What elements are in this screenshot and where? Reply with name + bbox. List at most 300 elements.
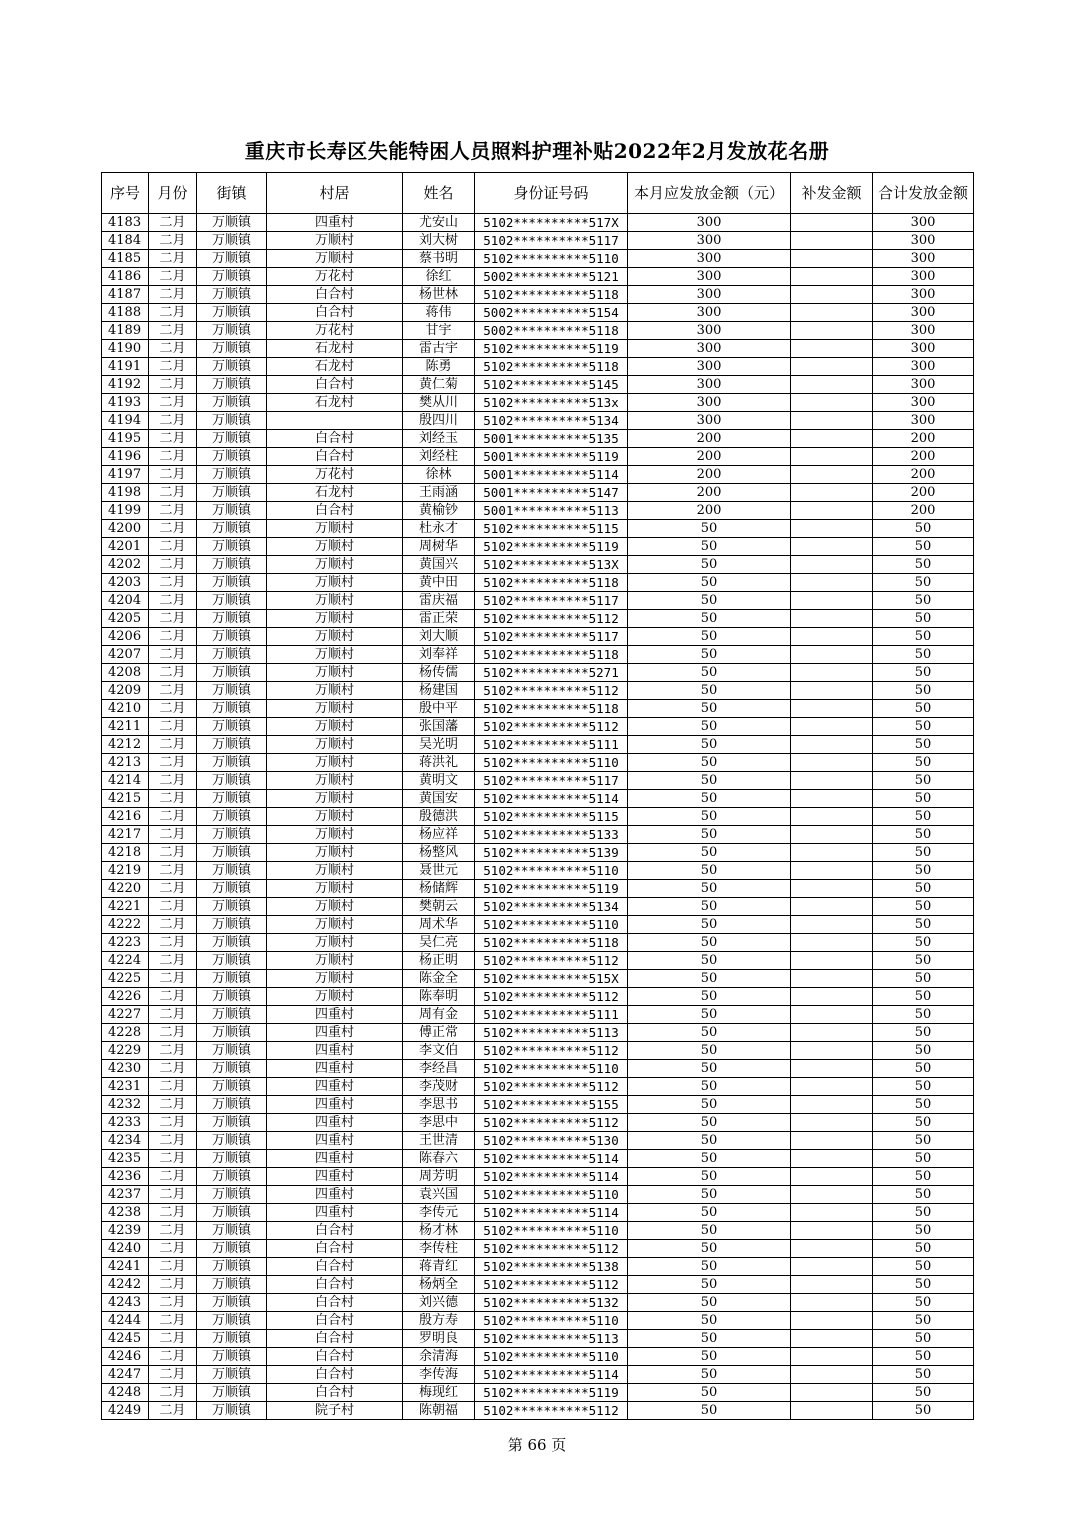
cell-monthly: 50: [628, 1276, 791, 1294]
cell-total: 50: [873, 736, 974, 754]
cell-name: 杨储辉: [403, 880, 475, 898]
cell-seq: 4202: [102, 556, 149, 574]
cell-month: 二月: [149, 1402, 197, 1420]
cell-supplement: [791, 1114, 873, 1132]
cell-name: 徐林: [403, 466, 475, 484]
cell-supplement: [791, 268, 873, 286]
cell-name: 黄国兴: [403, 556, 475, 574]
cell-seq: 4208: [102, 664, 149, 682]
cell-supplement: [791, 700, 873, 718]
cell-id: 5102**********5117: [475, 772, 628, 790]
cell-seq: 4210: [102, 700, 149, 718]
cell-name: 张国藩: [403, 718, 475, 736]
cell-name: 余清海: [403, 1348, 475, 1366]
cell-town: 万顺镇: [197, 1312, 267, 1330]
table-row: [102, 376, 974, 394]
cell-id: 5102**********5132: [475, 1294, 628, 1312]
cell-total: 50: [873, 646, 974, 664]
cell-village: 万顺村: [267, 808, 403, 826]
cell-village: 白合村: [267, 376, 403, 394]
cell-village: 白合村: [267, 1222, 403, 1240]
cell-seq: 4241: [102, 1258, 149, 1276]
cell-month: 二月: [149, 988, 197, 1006]
cell-monthly: 200: [628, 502, 791, 520]
cell-supplement: [791, 520, 873, 538]
cell-month: 二月: [149, 592, 197, 610]
cell-town: 万顺镇: [197, 448, 267, 466]
cell-total: 50: [873, 1060, 974, 1078]
cell-seq: 4228: [102, 1024, 149, 1042]
cell-town: 万顺镇: [197, 358, 267, 376]
cell-monthly: 300: [628, 376, 791, 394]
table-row: [102, 1312, 974, 1330]
cell-monthly: 50: [628, 1222, 791, 1240]
cell-total: 50: [873, 808, 974, 826]
cell-id: 5102**********5118: [475, 358, 628, 376]
cell-total: 50: [873, 1402, 974, 1420]
cell-month: 二月: [149, 574, 197, 592]
cell-town: 万顺镇: [197, 1258, 267, 1276]
cell-town: 万顺镇: [197, 430, 267, 448]
cell-village: 白合村: [267, 430, 403, 448]
cell-seq: 4189: [102, 322, 149, 340]
cell-id: 5102**********5113: [475, 1330, 628, 1348]
cell-month: 二月: [149, 718, 197, 736]
cell-name: 殷德洪: [403, 808, 475, 826]
cell-village: 白合村: [267, 1312, 403, 1330]
cell-monthly: 300: [628, 232, 791, 250]
cell-town: 万顺镇: [197, 538, 267, 556]
table-row: [102, 574, 974, 592]
cell-monthly: 50: [628, 1096, 791, 1114]
table-row: [102, 1330, 974, 1348]
cell-seq: 4203: [102, 574, 149, 592]
table-row: [102, 322, 974, 340]
cell-village: 四重村: [267, 1096, 403, 1114]
cell-total: 50: [873, 1042, 974, 1060]
cell-total: 50: [873, 1150, 974, 1168]
cell-id: 5102**********5130: [475, 1132, 628, 1150]
cell-supplement: [791, 970, 873, 988]
cell-village: 白合村: [267, 1366, 403, 1384]
cell-month: 二月: [149, 610, 197, 628]
cell-seq: 4193: [102, 394, 149, 412]
cell-name: 李茂财: [403, 1078, 475, 1096]
table-row: [102, 1384, 974, 1402]
cell-id: 5001**********5147: [475, 484, 628, 502]
cell-town: 万顺镇: [197, 1384, 267, 1402]
cell-seq: 4226: [102, 988, 149, 1006]
cell-name: 陈奉明: [403, 988, 475, 1006]
cell-month: 二月: [149, 934, 197, 952]
cell-seq: 4197: [102, 466, 149, 484]
cell-supplement: [791, 1366, 873, 1384]
cell-supplement: [791, 358, 873, 376]
cell-seq: 4207: [102, 646, 149, 664]
cell-monthly: 50: [628, 862, 791, 880]
cell-name: 王雨涵: [403, 484, 475, 502]
cell-name: 李传元: [403, 1204, 475, 1222]
cell-village: 四重村: [267, 1204, 403, 1222]
table-row: [102, 1294, 974, 1312]
cell-month: 二月: [149, 286, 197, 304]
cell-id: 5102**********5145: [475, 376, 628, 394]
cell-supplement: [791, 1240, 873, 1258]
cell-name: 刘经玉: [403, 430, 475, 448]
cell-town: 万顺镇: [197, 880, 267, 898]
cell-village: 万顺村: [267, 538, 403, 556]
cell-monthly: 50: [628, 1366, 791, 1384]
cell-total: 50: [873, 520, 974, 538]
cell-name: 雷古宇: [403, 340, 475, 358]
cell-village: 四重村: [267, 1186, 403, 1204]
cell-town: 万顺镇: [197, 412, 267, 430]
cell-id: 5102**********5110: [475, 1186, 628, 1204]
cell-id: 5102**********5114: [475, 790, 628, 808]
table-row: [102, 394, 974, 412]
header-total-amount: 合计发放金额: [873, 173, 974, 214]
cell-month: 二月: [149, 1024, 197, 1042]
cell-village: 万顺村: [267, 574, 403, 592]
cell-month: 二月: [149, 1168, 197, 1186]
table-row: [102, 952, 974, 970]
cell-id: 5102**********5139: [475, 844, 628, 862]
cell-name: 王世清: [403, 1132, 475, 1150]
cell-town: 万顺镇: [197, 556, 267, 574]
cell-total: 300: [873, 232, 974, 250]
cell-monthly: 300: [628, 340, 791, 358]
cell-town: 万顺镇: [197, 916, 267, 934]
cell-monthly: 50: [628, 1240, 791, 1258]
table-row: [102, 520, 974, 538]
cell-seq: 4246: [102, 1348, 149, 1366]
cell-supplement: [791, 1402, 873, 1420]
table-row: [102, 1348, 974, 1366]
cell-id: 5102**********5112: [475, 1402, 628, 1420]
cell-village: 万顺村: [267, 790, 403, 808]
cell-month: 二月: [149, 430, 197, 448]
table-row: [102, 1114, 974, 1132]
cell-name: 杨建国: [403, 682, 475, 700]
cell-id: 5102**********5118: [475, 700, 628, 718]
cell-name: 周芳明: [403, 1168, 475, 1186]
cell-town: 万顺镇: [197, 898, 267, 916]
cell-month: 二月: [149, 1384, 197, 1402]
cell-village: 万顺村: [267, 718, 403, 736]
table-row: [102, 646, 974, 664]
cell-monthly: 50: [628, 772, 791, 790]
cell-monthly: 50: [628, 1078, 791, 1096]
cell-total: 50: [873, 1114, 974, 1132]
cell-town: 万顺镇: [197, 1348, 267, 1366]
cell-id: 5102**********5112: [475, 1276, 628, 1294]
cell-id: 5102**********5119: [475, 538, 628, 556]
cell-month: 二月: [149, 1150, 197, 1168]
table-row: [102, 1042, 974, 1060]
cell-seq: 4240: [102, 1240, 149, 1258]
cell-village: 万顺村: [267, 952, 403, 970]
cell-monthly: 50: [628, 952, 791, 970]
cell-total: 300: [873, 376, 974, 394]
cell-village: 四重村: [267, 1024, 403, 1042]
cell-supplement: [791, 772, 873, 790]
cell-monthly: 50: [628, 1006, 791, 1024]
cell-supplement: [791, 1132, 873, 1150]
cell-name: 甘宇: [403, 322, 475, 340]
cell-monthly: 50: [628, 592, 791, 610]
table-row: [102, 430, 974, 448]
cell-town: 万顺镇: [197, 1060, 267, 1078]
cell-total: 50: [873, 628, 974, 646]
cell-town: 万顺镇: [197, 1096, 267, 1114]
cell-town: 万顺镇: [197, 1402, 267, 1420]
cell-seq: 4190: [102, 340, 149, 358]
cell-monthly: 200: [628, 448, 791, 466]
cell-monthly: 50: [628, 646, 791, 664]
cell-monthly: 200: [628, 484, 791, 502]
cell-village: 白合村: [267, 1258, 403, 1276]
cell-village: 石龙村: [267, 358, 403, 376]
cell-village: 四重村: [267, 214, 403, 232]
cell-seq: 4216: [102, 808, 149, 826]
cell-supplement: [791, 988, 873, 1006]
cell-monthly: 50: [628, 520, 791, 538]
roster-table: [101, 172, 974, 1420]
cell-seq: 4232: [102, 1096, 149, 1114]
cell-town: 万顺镇: [197, 1186, 267, 1204]
cell-supplement: [791, 286, 873, 304]
cell-village: 白合村: [267, 448, 403, 466]
table-row: [102, 448, 974, 466]
table-row: [102, 1186, 974, 1204]
cell-name: 蒋青红: [403, 1258, 475, 1276]
cell-name: 梅现红: [403, 1384, 475, 1402]
cell-monthly: 50: [628, 988, 791, 1006]
cell-supplement: [791, 646, 873, 664]
cell-month: 二月: [149, 1096, 197, 1114]
cell-town: 万顺镇: [197, 1204, 267, 1222]
cell-monthly: 50: [628, 1042, 791, 1060]
cell-monthly: 50: [628, 1150, 791, 1168]
cell-month: 二月: [149, 376, 197, 394]
cell-supplement: [791, 1312, 873, 1330]
cell-id: 5102**********5115: [475, 520, 628, 538]
cell-seq: 4218: [102, 844, 149, 862]
cell-id: 5102**********5114: [475, 1168, 628, 1186]
cell-total: 300: [873, 358, 974, 376]
cell-name: 袁兴国: [403, 1186, 475, 1204]
cell-monthly: 50: [628, 754, 791, 772]
cell-town: 万顺镇: [197, 484, 267, 502]
cell-monthly: 50: [628, 1258, 791, 1276]
cell-town: 万顺镇: [197, 1240, 267, 1258]
cell-name: 李文伯: [403, 1042, 475, 1060]
cell-supplement: [791, 340, 873, 358]
cell-monthly: 50: [628, 538, 791, 556]
cell-name: 尤安山: [403, 214, 475, 232]
table-row: [102, 934, 974, 952]
cell-monthly: 50: [628, 1348, 791, 1366]
cell-name: 陈勇: [403, 358, 475, 376]
cell-town: 万顺镇: [197, 1366, 267, 1384]
cell-name: 雷庆福: [403, 592, 475, 610]
cell-name: 杜永才: [403, 520, 475, 538]
table-body: [102, 214, 974, 1420]
cell-monthly: 200: [628, 430, 791, 448]
cell-month: 二月: [149, 916, 197, 934]
cell-month: 二月: [149, 1060, 197, 1078]
cell-monthly: 300: [628, 412, 791, 430]
cell-town: 万顺镇: [197, 1168, 267, 1186]
table-row: [102, 844, 974, 862]
header-month: 月份: [149, 173, 197, 214]
cell-seq: 4188: [102, 304, 149, 322]
cell-total: 50: [873, 1132, 974, 1150]
cell-id: 5102**********5118: [475, 934, 628, 952]
cell-supplement: [791, 1096, 873, 1114]
cell-id: 5102**********5112: [475, 988, 628, 1006]
table-row: [102, 268, 974, 286]
cell-month: 二月: [149, 1204, 197, 1222]
cell-monthly: 50: [628, 664, 791, 682]
cell-village: 白合村: [267, 502, 403, 520]
cell-month: 二月: [149, 520, 197, 538]
cell-name: 杨整风: [403, 844, 475, 862]
cell-name: 刘大树: [403, 232, 475, 250]
cell-supplement: [791, 538, 873, 556]
cell-month: 二月: [149, 880, 197, 898]
cell-name: 李传柱: [403, 1240, 475, 1258]
cell-total: 50: [873, 988, 974, 1006]
cell-total: 200: [873, 466, 974, 484]
cell-total: 50: [873, 1294, 974, 1312]
cell-total: 50: [873, 970, 974, 988]
cell-id: 5102**********5112: [475, 952, 628, 970]
cell-total: 50: [873, 592, 974, 610]
cell-name: 杨才林: [403, 1222, 475, 1240]
cell-name: 周术华: [403, 916, 475, 934]
cell-name: 蒋伟: [403, 304, 475, 322]
cell-monthly: 50: [628, 970, 791, 988]
table-row: [102, 358, 974, 376]
cell-town: 万顺镇: [197, 466, 267, 484]
cell-seq: 4247: [102, 1366, 149, 1384]
cell-total: 50: [873, 1204, 974, 1222]
cell-name: 黄仁菊: [403, 376, 475, 394]
table-row: [102, 1078, 974, 1096]
cell-town: 万顺镇: [197, 862, 267, 880]
cell-seq: 4200: [102, 520, 149, 538]
cell-town: 万顺镇: [197, 952, 267, 970]
cell-seq: 4243: [102, 1294, 149, 1312]
cell-town: 万顺镇: [197, 610, 267, 628]
header-supplement-amount: 补发金额: [791, 173, 873, 214]
cell-supplement: [791, 934, 873, 952]
cell-seq: 4225: [102, 970, 149, 988]
cell-total: 50: [873, 844, 974, 862]
cell-name: 吴光明: [403, 736, 475, 754]
cell-village: 石龙村: [267, 340, 403, 358]
cell-month: 二月: [149, 790, 197, 808]
cell-seq: 4221: [102, 898, 149, 916]
cell-supplement: [791, 322, 873, 340]
table-row: [102, 304, 974, 322]
cell-monthly: 50: [628, 1384, 791, 1402]
cell-monthly: 300: [628, 268, 791, 286]
cell-id: 5001**********5113: [475, 502, 628, 520]
cell-total: 300: [873, 394, 974, 412]
cell-month: 二月: [149, 970, 197, 988]
cell-town: 万顺镇: [197, 520, 267, 538]
cell-seq: 4248: [102, 1384, 149, 1402]
cell-town: 万顺镇: [197, 826, 267, 844]
cell-total: 50: [873, 754, 974, 772]
cell-name: 周有金: [403, 1006, 475, 1024]
cell-month: 二月: [149, 232, 197, 250]
cell-id: 5102**********5110: [475, 1222, 628, 1240]
cell-supplement: [791, 250, 873, 268]
cell-town: 万顺镇: [197, 1114, 267, 1132]
cell-village: 石龙村: [267, 394, 403, 412]
cell-seq: 4191: [102, 358, 149, 376]
cell-id: 5102**********5271: [475, 664, 628, 682]
cell-supplement: [791, 736, 873, 754]
cell-total: 50: [873, 790, 974, 808]
cell-total: 50: [873, 1384, 974, 1402]
cell-total: 50: [873, 1366, 974, 1384]
cell-seq: 4224: [102, 952, 149, 970]
cell-id: 5102**********5119: [475, 1384, 628, 1402]
cell-supplement: [791, 1168, 873, 1186]
table-row: [102, 898, 974, 916]
cell-id: 5102**********5118: [475, 286, 628, 304]
cell-supplement: [791, 1330, 873, 1348]
table-row: [102, 664, 974, 682]
cell-monthly: 300: [628, 286, 791, 304]
cell-id: 5102**********5110: [475, 862, 628, 880]
cell-town: 万顺镇: [197, 1276, 267, 1294]
cell-seq: 4186: [102, 268, 149, 286]
cell-id: 5102**********5133: [475, 826, 628, 844]
header-town: 街镇: [197, 173, 267, 214]
cell-town: 万顺镇: [197, 754, 267, 772]
cell-name: 李思中: [403, 1114, 475, 1132]
header-id-number: 身份证号码: [475, 173, 628, 214]
cell-id: 5102**********5111: [475, 736, 628, 754]
cell-town: 万顺镇: [197, 934, 267, 952]
cell-name: 陈春六: [403, 1150, 475, 1168]
cell-monthly: 50: [628, 556, 791, 574]
cell-monthly: 50: [628, 808, 791, 826]
cell-id: 5102**********5118: [475, 646, 628, 664]
cell-total: 300: [873, 340, 974, 358]
cell-id: 5102**********517X: [475, 214, 628, 232]
cell-month: 二月: [149, 268, 197, 286]
cell-monthly: 50: [628, 880, 791, 898]
cell-total: 50: [873, 952, 974, 970]
cell-total: 300: [873, 412, 974, 430]
cell-month: 二月: [149, 1132, 197, 1150]
cell-town: 万顺镇: [197, 592, 267, 610]
cell-seq: 4205: [102, 610, 149, 628]
table-row: [102, 1240, 974, 1258]
cell-supplement: [791, 556, 873, 574]
cell-month: 二月: [149, 898, 197, 916]
cell-month: 二月: [149, 1078, 197, 1096]
cell-supplement: [791, 1150, 873, 1168]
table-row: [102, 790, 974, 808]
table-row: [102, 754, 974, 772]
